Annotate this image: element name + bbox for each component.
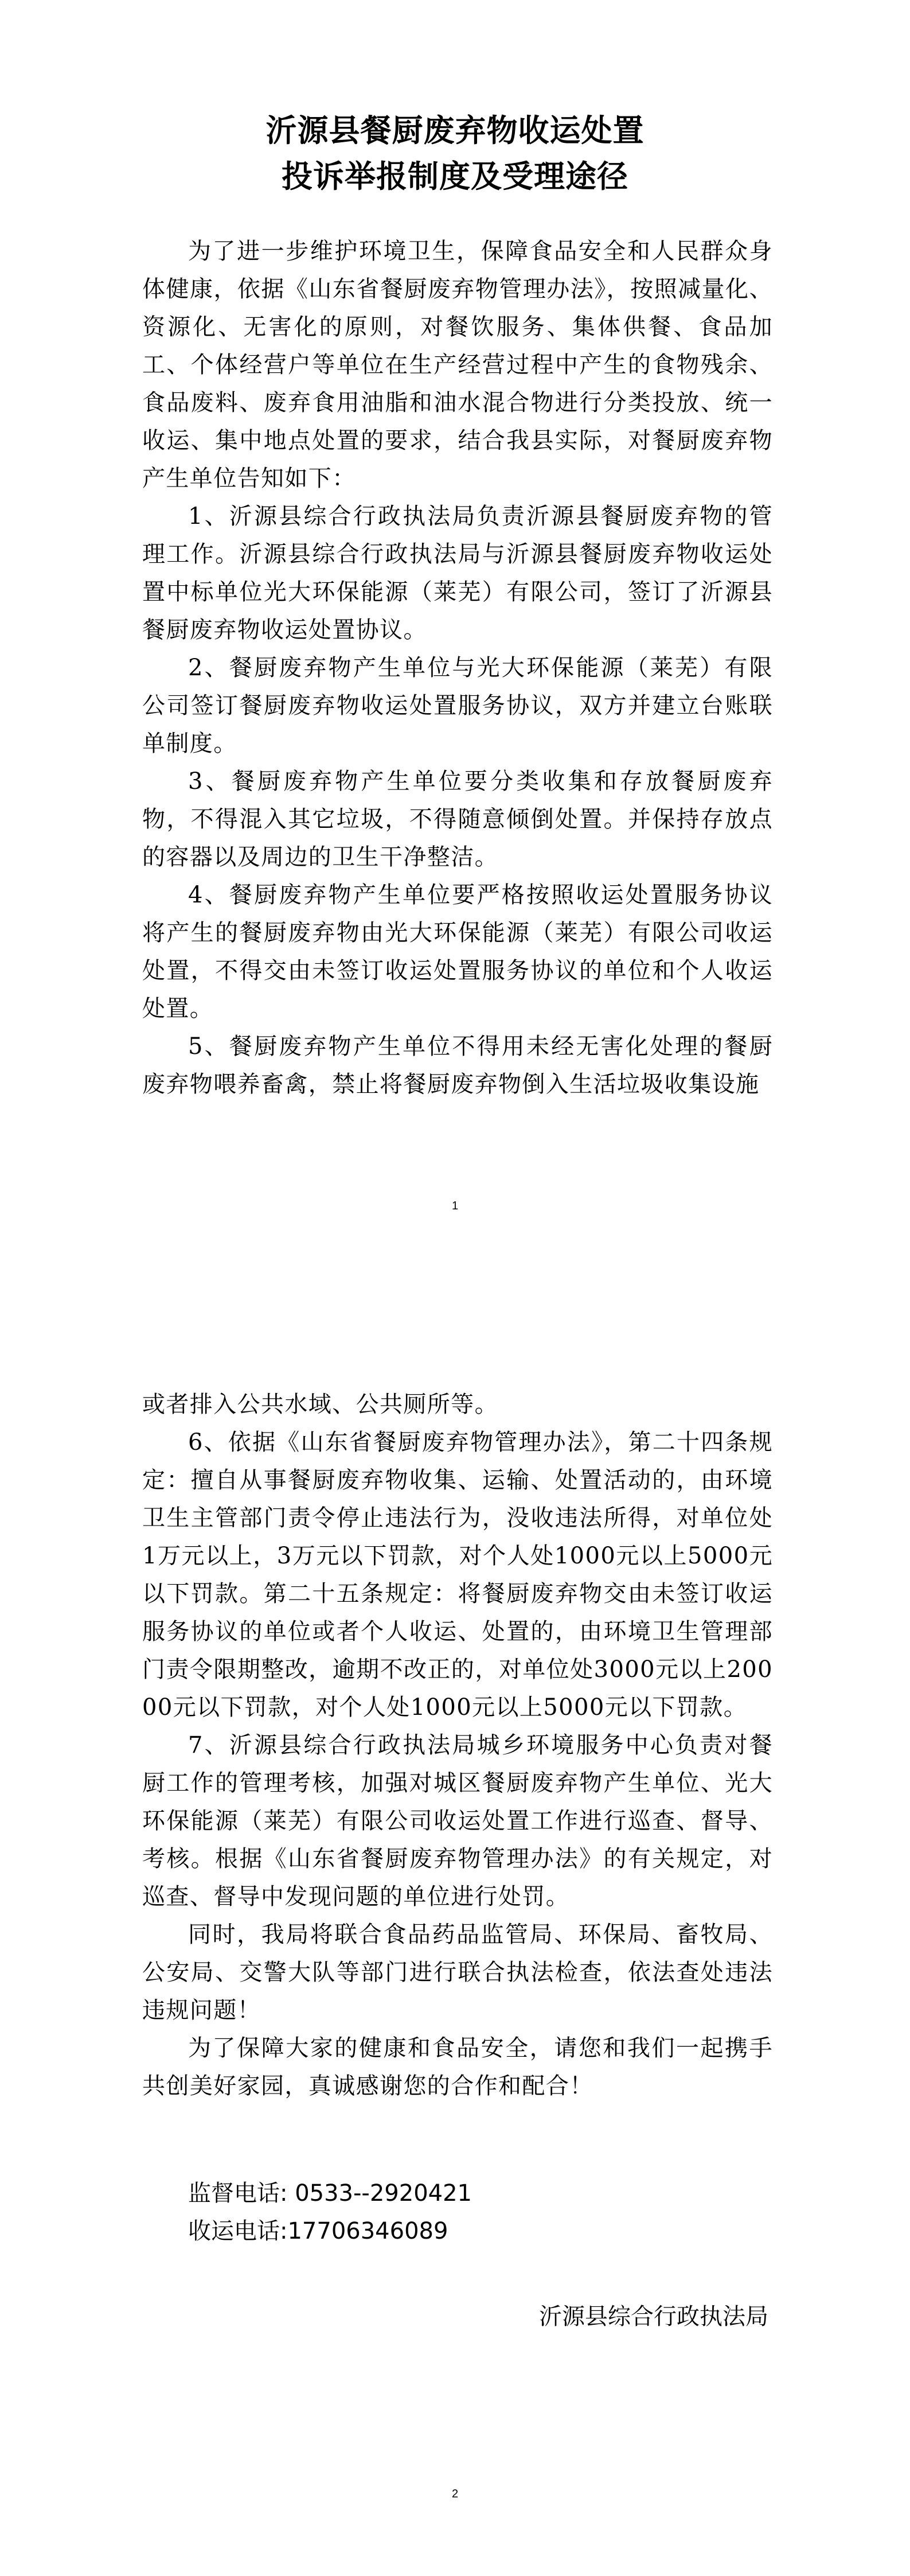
document-title-line-1: 沂源县餐厨废弃物收运处置: [265, 112, 645, 149]
item-4-paragraph: 4、餐厨废弃物产生单位要严格按照收运处置服务协议将产生的餐厨废弃物由光大环保能源（莱芜）有限公司收运处置，不得交由未签订收运处置服务协议的单位和个人收运处置。: [142, 882, 773, 1022]
page-number-1: 1: [451, 1200, 459, 1212]
signature-organization: 沂源县综合行政执法局: [539, 2303, 768, 2330]
page-2-body: [142, 1386, 773, 2105]
page-number-2: 2: [451, 2488, 459, 2500]
item-6-paragraph: 6、依据《山东省餐厨废弃物管理办法》，第二十四条规定：擅自从事餐厨废弃物收集、运输、处置活动的，由环境卫生主管部门责令停止违法行为，没收违法所得，对单位处1万元以上，3万元以下罚款，对个人处1000元以上5000元以下罚款。第二十五条规定：将餐厨废弃物交由未签订收运服务协议的单位或者个人收运、处置的，由环境卫生管理部门责令限期整改，逾期不改正的，对单位处3000元以上20000元以下罚款，对个人处1000元以上5000元以下罚款。: [142, 1429, 773, 1721]
collection-phone: 收运电话:17706346089: [188, 2218, 448, 2244]
item-1-paragraph: 1、沂源县综合行政执法局负责沂源县餐厨废弃物的管理工作。沂源县综合行政执法局与沂源县餐厨废弃物收运处置中标单位光大环保能源（莱芜）有限公司，签订了沂源县餐厨废弃物收运处置协议。: [142, 503, 773, 643]
item-2-paragraph: 2、餐厨废弃物产生单位与光大环保能源（莱芜）有限公司签订餐厨废弃物收运处置服务协议，双方并建立台账联单制度。: [142, 655, 773, 757]
supervision-phone: 监督电话: 0533--2920421: [188, 2180, 472, 2207]
page-1-body: [142, 232, 773, 1103]
item-7-paragraph: 7、沂源县综合行政执法局城乡环境服务中心负责对餐厨工作的管理考核，加强对城区餐厨废弃物产生单位、光大环保能源（莱芜）有限公司收运处置工作进行巡查、督导、考核。根据《山东省餐厨废弃物管理办法》的有关规定，对巡查、督导中发现问题的单位进行处罚。: [142, 1732, 773, 1910]
intro-paragraph: 为了进一步维护环境卫生，保障食品安全和人民群众身体健康，依据《山东省餐厨废弃物管理办法》，按照减量化、资源化、无害化的原则，对餐饮服务、集体供餐、食品加工、个体经营户等单位在生产经营过程中产生的食物残余、食品废料、废弃食用油脂和油水混合物进行分类投放、统一收运、集中地点处置的要求，结合我县实际，对餐厨废弃物产生单位告知如下：: [142, 238, 773, 492]
item-5-paragraph-start: 5、餐厨废弃物产生单位不得用未经无害化处理的餐厨废弃物喂养畜禽，禁止将餐厨废弃物倒入生活垃圾收集设施: [142, 1033, 773, 1098]
document-title-line-2: 投诉举报制度及受理途径: [282, 158, 628, 194]
closing-paragraph: 为了保障大家的健康和食品安全，请您和我们一起携手共创美好家园，真诚感谢您的合作和配合！: [142, 2035, 773, 2099]
item-3-paragraph: 3、餐厨废弃物产生单位要分类收集和存放餐厨废弃物，不得混入其它垃圾，不得随意倾倒处置。并保持存放点的容器以及周边的卫生干净整洁。: [142, 768, 773, 870]
joint-enforcement-paragraph: 同时，我局将联合食品药品监管局、环保局、畜牧局、公安局、交警大队等部门进行联合执法检查，依法查处违法违规问题！: [142, 1921, 773, 2024]
item-5-paragraph-end: 或者排入公共水域、公共厕所等。: [142, 1391, 498, 1418]
